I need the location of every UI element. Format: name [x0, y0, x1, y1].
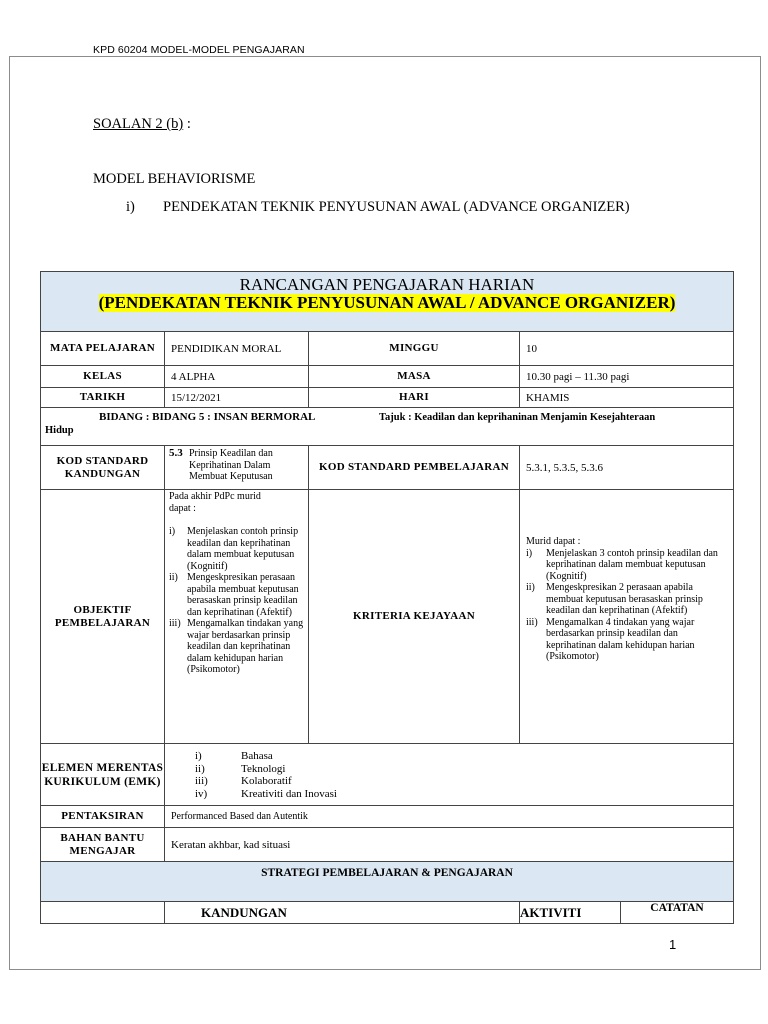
model-title: MODEL BEHAVIORISME — [93, 171, 256, 187]
objective-item: ii) Mengeskpresikan perasaan apabila membuat keputusan berasaskan prinsip keadilan dan keprihatinan (Afektif) — [169, 572, 299, 618]
emk-cell — [165, 744, 734, 806]
emk-item: iv) Kreativiti dan Inovasi — [195, 787, 337, 800]
assessment-label: PENTAKSIRAN — [41, 806, 165, 828]
content-column-header: KANDUNGAN — [165, 902, 520, 924]
date-value: 15/12/2021 — [165, 388, 309, 408]
objectives-cell — [165, 490, 309, 744]
topic-continuation: Hidup — [45, 425, 74, 436]
criteria-item: iii) Mengamalkan 4 tindakan yang wajar berdasarkan prinsip keadilan dan keprihatinan dalam kehidupan harian (Psikomotor) — [526, 616, 695, 662]
success-criteria-intro: Murid dapat : — [526, 536, 581, 547]
date-label: TARIKH — [41, 388, 165, 408]
class-label: KELAS — [41, 366, 165, 388]
time-label: MASA — [309, 366, 520, 388]
day-value: KHAMIS — [520, 388, 734, 408]
field-label: BIDANG : BIDANG 5 : INSAN BERMORAL — [99, 411, 316, 423]
learning-standard-value: 5.3.1, 5.3.5, 5.3.6 — [520, 446, 734, 490]
question-heading — [93, 116, 191, 133]
emk-label: ELEMEN MERENTAS KURIKULUM (EMK) — [41, 744, 165, 806]
teaching-aids-value: Keratan akhbar, kad situasi — [165, 828, 734, 862]
lesson-plan-table — [40, 271, 734, 924]
success-criteria-label: KRITERIA KEJAYAAN — [309, 490, 520, 744]
teaching-aids-label: BAHAN BANTU MENGAJAR — [41, 828, 165, 862]
criteria-item: ii) Mengeskpresikan 2 perasaan apabila membuat keputusan berasaskan prinsip keadilan dan keprihatinan (Afektif) — [526, 582, 703, 616]
objectives-label: OBJEKTIF PEMBELAJARAN — [41, 490, 165, 744]
day-label: HARI — [309, 388, 520, 408]
plan-subtitle: (PENDEKATAN TEKNIK PENYUSUNAN AWAL / ADVANCE ORGANIZER) — [98, 293, 676, 312]
question-suffix: : — [183, 116, 191, 132]
field-topic-row — [41, 408, 734, 446]
footer-empty-cell — [41, 902, 165, 924]
week-value: 10 — [520, 332, 734, 366]
criteria-item: i) Menjelaskan 3 contoh prinsip keadilan dan keprihatinan dalam membuat keputusan (Kognitif) — [526, 547, 718, 582]
emk-list — [165, 750, 733, 800]
course-header: KPD 60204 MODEL-MODEL PENGAJARAN — [93, 44, 305, 56]
content-standard-label: KOD STANDARD KANDUNGAN — [41, 446, 165, 490]
subject-value: PENDIDIKAN MORAL — [165, 332, 309, 366]
content-standard-value — [165, 446, 309, 490]
learning-standard-label: KOD STANDARD PEMBELAJARAN — [309, 446, 520, 490]
subject-label: MATA PELAJARAN — [41, 332, 165, 366]
objectives-list — [169, 526, 304, 676]
page-number: 1 — [669, 937, 677, 952]
approach-title: PENDEKATAN TEKNIK PENYUSUNAN AWAL (ADVANCE ORGANIZER) — [163, 199, 630, 215]
question-label: SOALAN 2 (b) — [93, 116, 184, 132]
content-standard-text: Prinsip Keadilan dan Keprihatinan Dalam Membuat Keputusan — [189, 448, 273, 482]
approach-number: i) — [126, 199, 135, 215]
class-value: 4 ALPHA — [165, 366, 309, 388]
success-criteria-list — [526, 548, 722, 663]
strategy-heading: STRATEGI PEMBELAJARAN & PENGAJARAN — [41, 862, 734, 902]
topic-label: Tajuk : Keadilan dan keprihaninan Menjamin Kesejahteraan — [379, 412, 656, 423]
emk-item: iii) Kolaboratif — [195, 775, 292, 787]
plan-title: RANCANGAN PENGAJARAN HARIAN — [239, 275, 535, 294]
assessment-value: Performanced Based dan Autentik — [165, 806, 734, 828]
emk-item: i) Bahasa — [195, 750, 273, 762]
success-criteria-cell — [520, 490, 734, 744]
objective-item: i) Menjelaskan contoh prinsip keadilan dan keprihatinan dalam membuat keputusan (Kognitif) — [169, 526, 299, 572]
objective-item: iii) Mengamalkan tindakan yang wajar berdasarkan prinsip keadilan dan keprihatinan dalam kehidupan harian (Psikomotor) — [169, 618, 304, 675]
notes-column-header: CATATAN — [621, 902, 734, 924]
emk-item: ii) Teknologi — [195, 762, 286, 775]
objectives-intro: Pada akhir PdPc murid dapat : — [169, 491, 261, 514]
plan-title-cell — [41, 272, 734, 332]
time-value: 10.30 pagi – 11.30 pagi — [520, 366, 734, 388]
week-label: MINGGU — [309, 332, 520, 366]
activity-column-header: AKTIVITI — [520, 902, 621, 924]
content-standard-code: 5.3 — [169, 447, 183, 459]
